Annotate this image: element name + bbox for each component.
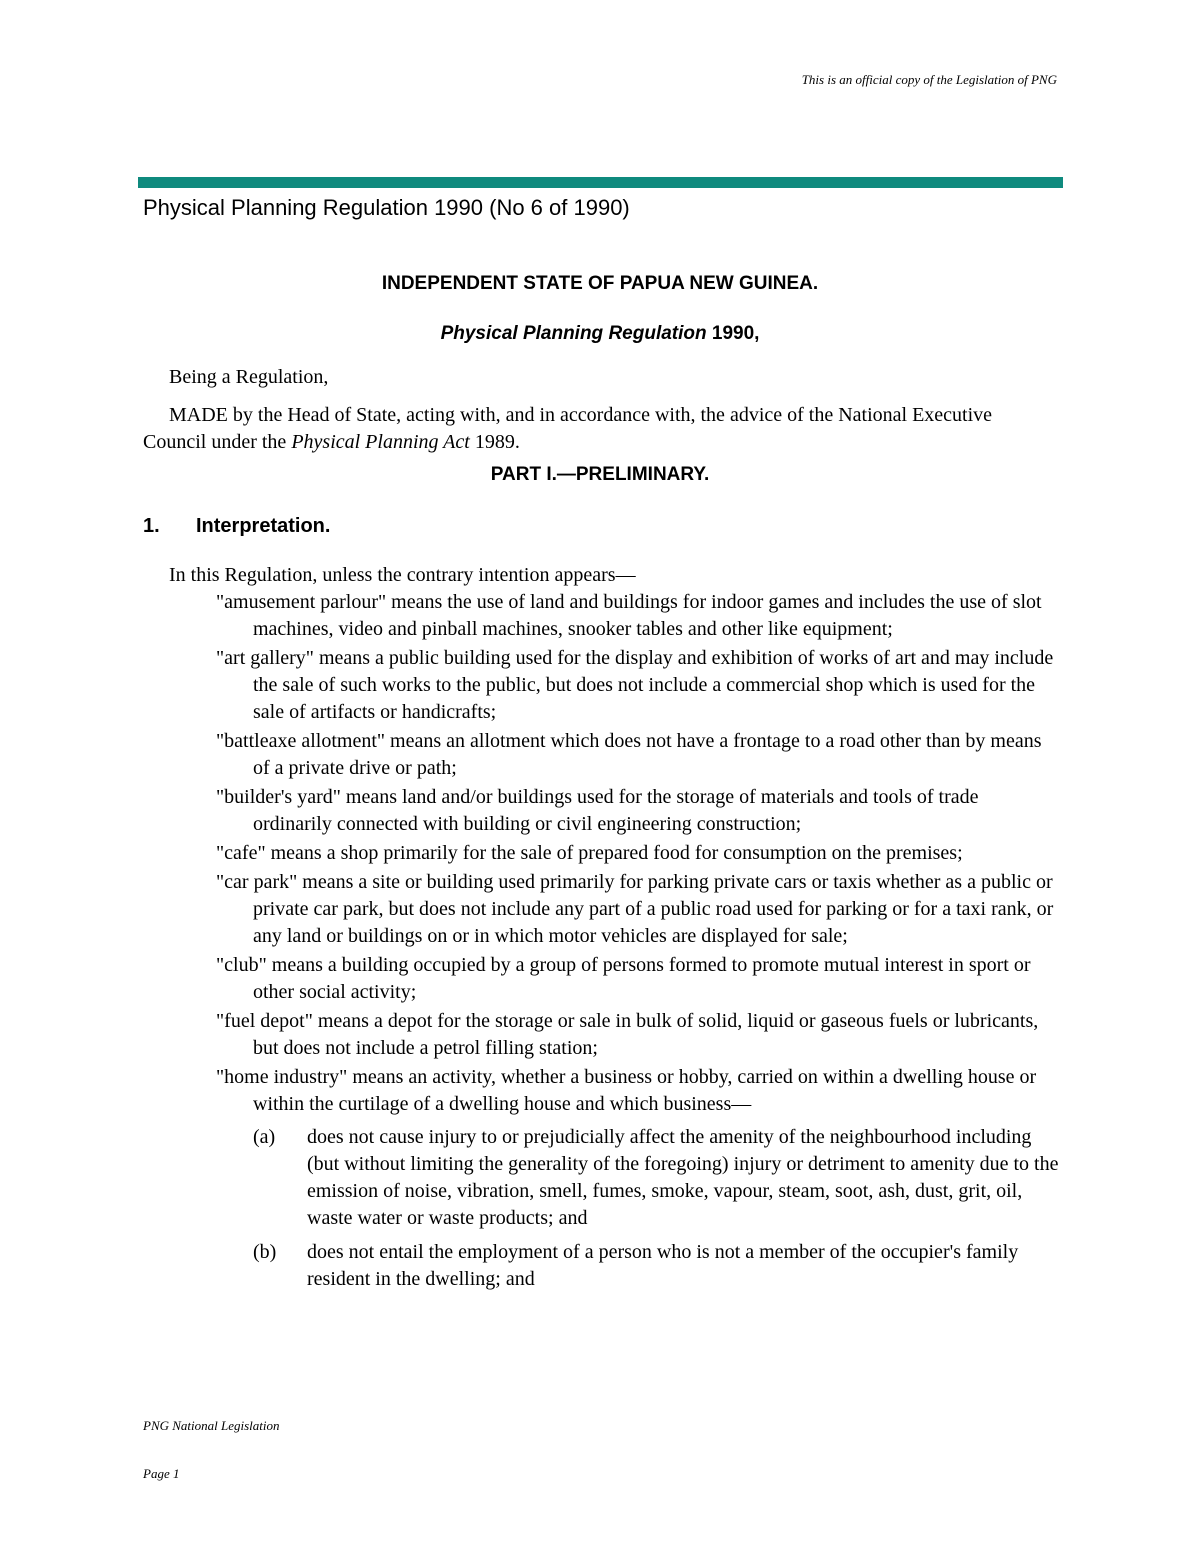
section-title: Interpretation. — [196, 515, 331, 537]
definition-item: "fuel depot" means a depot for the storage or sale in bulk of solid, liquid or gaseous fuels or lubricants, but does not include a petrol filling station; — [216, 1010, 1039, 1059]
definitions-list — [216, 589, 1061, 1300]
enacting-clause-text: MADE by the Head of State, acting with, and in accordance with, the advice of the National Executive Council under the — [143, 404, 993, 453]
page-number: Page 1 — [143, 1466, 180, 1481]
regulation-heading — [0, 323, 1200, 345]
being-clause: Being a Regulation, — [169, 366, 329, 388]
definition-item: "cafe" means a shop primarily for the sale of prepared food for consumption on the premises; — [216, 842, 963, 864]
definition-item: "home industry" means an activity, whether a business or hobby, carried on within a dwelling house or within the curtilage of a dwelling house and which business— — [216, 1066, 1037, 1115]
part-heading: PART I.—PRELIMINARY. — [490, 464, 710, 485]
definition-item: "battleaxe allotment" means an allotment which does not have a frontage to a road other than by means of a private drive or path; — [216, 730, 1042, 779]
subparagraph-label: (b) — [253, 1241, 277, 1263]
definition-item: "amusement parlour" means the use of land and buildings for indoor games and includes the use of slot machines, video and pinball machines, snooker tables and other like equipment; — [216, 591, 1042, 640]
subparagraph-label: (a) — [253, 1126, 276, 1148]
section-number: 1. — [143, 515, 160, 537]
subparagraph-list — [216, 1124, 1061, 1293]
enacting-act-name: Physical Planning Act — [291, 431, 470, 453]
interpretation-intro: In this Regulation, unless the contrary intention appears— — [169, 564, 636, 586]
enacting-act-year: 1989. — [469, 431, 520, 453]
definition-item: "car park" means a site or building used primarily for parking private cars or taxis whether as a public or private car park, but does not include any part of a public road used for parking or for a taxi rank, or any land or buildings on or in which motor vehicles are displayed for sale; — [216, 871, 1054, 947]
subparagraph — [216, 1124, 1061, 1232]
enacting-clause — [143, 402, 1058, 456]
official-copy-note: This is an official copy of the Legislation of PNG — [801, 72, 1057, 87]
regulation-name: Physical Planning Regulation — [440, 323, 707, 344]
definition-item: "builder's yard" means land and/or buildings used for the storage of materials and tools of trade ordinarily connected with building or civil engineering construction; — [216, 786, 979, 835]
state-heading: INDEPENDENT STATE OF PAPUA NEW GUINEA. — [381, 273, 819, 294]
header-rule — [138, 177, 1063, 188]
definition-item: "art gallery" means a public building used for the display and exhibition of works of art and may include the sale of such works to the public, but does not include a commercial shop which is used for the sale of artifacts or handicrafts; — [216, 647, 1054, 723]
definition-item: "club" means a building occupied by a group of persons formed to promote mutual interest in sport or other social activity; — [216, 954, 1031, 1003]
subparagraph — [216, 1239, 1061, 1293]
section-heading — [143, 515, 330, 538]
footer-source: PNG National Legislation — [143, 1418, 280, 1433]
regulation-year: 1990, — [706, 323, 760, 344]
subparagraph-text: does not cause injury to or prejudicially affect the amenity of the neighbourhood including (but without limiting the generality of the foregoing) injury or detriment to amenity due to the emission of noise, vibration, smell, fumes, smoke, vapour, steam, soot, ash, dust, grit, oil, waste water or waste products; and — [307, 1126, 1059, 1229]
subparagraph-text: does not entail the employment of a person who is not a member of the occupier's family resident in the dwelling; and — [307, 1241, 1019, 1290]
document-title: Physical Planning Regulation 1990 (No 6 of 1990) — [143, 195, 630, 220]
